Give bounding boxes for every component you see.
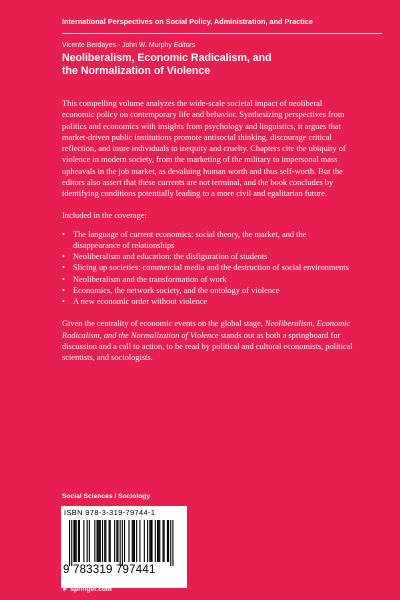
barcode-bar: [139, 520, 140, 562]
barcode-bar: [168, 520, 169, 562]
barcode: [69, 520, 181, 566]
barcode-bar: [172, 520, 173, 566]
coverage-item: • The language of current economics: social theory, the market, and the disappearance of relationships: [62, 229, 354, 252]
barcode-bar: [144, 520, 145, 562]
barcode-bar: [78, 520, 79, 562]
barcode-bar: [109, 520, 110, 562]
barcode-bar: [150, 520, 151, 562]
barcode-bar: [83, 520, 84, 562]
barcode-bar: [76, 520, 77, 562]
coverage-item: • Neoliberalism and the transformation of work: [62, 274, 354, 285]
barcode-bar: [122, 520, 123, 566]
barcode-bar: [104, 520, 105, 562]
barcode-bar: [159, 520, 160, 562]
subject-category: Social Sciences / Sociology: [62, 493, 151, 500]
coverage-item: • Neoliberalism and education: the disfiguration of students: [62, 251, 354, 262]
barcode-bar: [98, 520, 99, 562]
barcode-bar: [167, 520, 168, 562]
barcode-bar: [158, 520, 159, 562]
closing-italic-title: Neoliberalism, Economic Radicalism, and the Normalization of Violence: [62, 319, 351, 340]
barcode-bar: [89, 520, 90, 562]
closing-paragraph: [62, 318, 354, 363]
barcode-bar: [132, 520, 133, 562]
barcode-digits: 9 783319 797441: [63, 564, 156, 576]
book-title: [62, 52, 362, 78]
barcode-bar: [102, 520, 103, 562]
barcode-bar: [87, 520, 88, 562]
coverage-item: • Economics, the network society, and the ontology of violence: [62, 285, 354, 296]
barcode-bar: [99, 520, 100, 562]
barcode-bar: [155, 520, 156, 562]
barcode-bar: [128, 520, 129, 562]
book-title-line-2: the Normalization of Violence: [62, 64, 211, 77]
barcode-bar: [157, 520, 158, 562]
arrow-icon: ►: [62, 586, 69, 593]
description-paragraph: This compelling volume analyzes the wide-scale societal impact of neoliberal economic policy on contemporary life and behavior. Synthesizing perspectives from politics and economics with insights from psychology and linguistics, it argues that market-driven public institutions promote antisocial thinking, discourage critical reflection, and inure individuals to inequity and cruelty. Chapters cite the ubiquity of violence in modern society, from the marketing of the military to impersonal mass upheavals in the job market, as devaluing human worth and thus self-worth. But the editors also assert that these currents are not terminal, and the book concludes by identifying conditions potentially leading to a more civil and egalitarian future.: [62, 99, 346, 198]
book-title-line-1: Neoliberalism, Economic Radicalism, and: [62, 52, 272, 64]
barcode-bar: [152, 520, 153, 562]
barcode-bar: [149, 520, 150, 562]
barcode-bar: [164, 520, 165, 562]
editor-names: Vicente Berdayes · John W. Murphy: [62, 42, 172, 49]
barcode-bar: [114, 520, 115, 562]
barcode-bar: [79, 520, 80, 562]
editors-role: Editors: [173, 42, 196, 49]
barcode-bar: [94, 520, 95, 562]
barcode-bar: [69, 520, 70, 566]
barcode-bar: [105, 520, 106, 562]
isbn-barcode-block: [61, 506, 187, 588]
publisher-url-text: springer.com: [70, 586, 112, 593]
barcode-bar: [133, 520, 134, 562]
barcode-bar: [100, 520, 101, 562]
closing-text-after: stands out as both a springboard for discussion and a call to action, to be read by political and cultural economists, political scientists, and sociologists.: [62, 330, 353, 362]
back-cover-body: [62, 98, 354, 363]
barcode-bar: [116, 520, 117, 562]
barcode-bar: [97, 520, 98, 562]
barcode-bar: [170, 520, 171, 566]
editors-line: [62, 42, 392, 49]
coverage-heading: Included in the coverage:: [62, 211, 147, 221]
coverage-item: • Slicing up societies: commercial media and the destruction of social environments: [62, 262, 354, 273]
barcode-bar: [120, 520, 121, 566]
series-title: International Perspectives on Social Policy, Administration, and Practice: [62, 17, 313, 26]
coverage-list: [62, 229, 354, 308]
coverage-item: • A new economic order without violence: [62, 296, 354, 307]
series-divider: [62, 33, 382, 34]
barcode-bar: [110, 520, 111, 562]
isbn-number: ISBN 978-3-319-79744-1: [64, 508, 156, 517]
barcode-bar: [73, 520, 74, 562]
publisher-url: [62, 586, 112, 593]
barcode-bar: [71, 520, 72, 566]
barcode-bar: [134, 520, 135, 562]
barcode-bar: [147, 520, 148, 562]
barcode-bar: [124, 520, 125, 562]
barcode-bar: [75, 520, 76, 562]
barcode-bar: [163, 520, 164, 562]
closing-text-before: Given the centrality of economic events on the global stage,: [62, 319, 266, 329]
barcode-bar: [136, 520, 137, 562]
barcode-bar: [117, 520, 118, 562]
